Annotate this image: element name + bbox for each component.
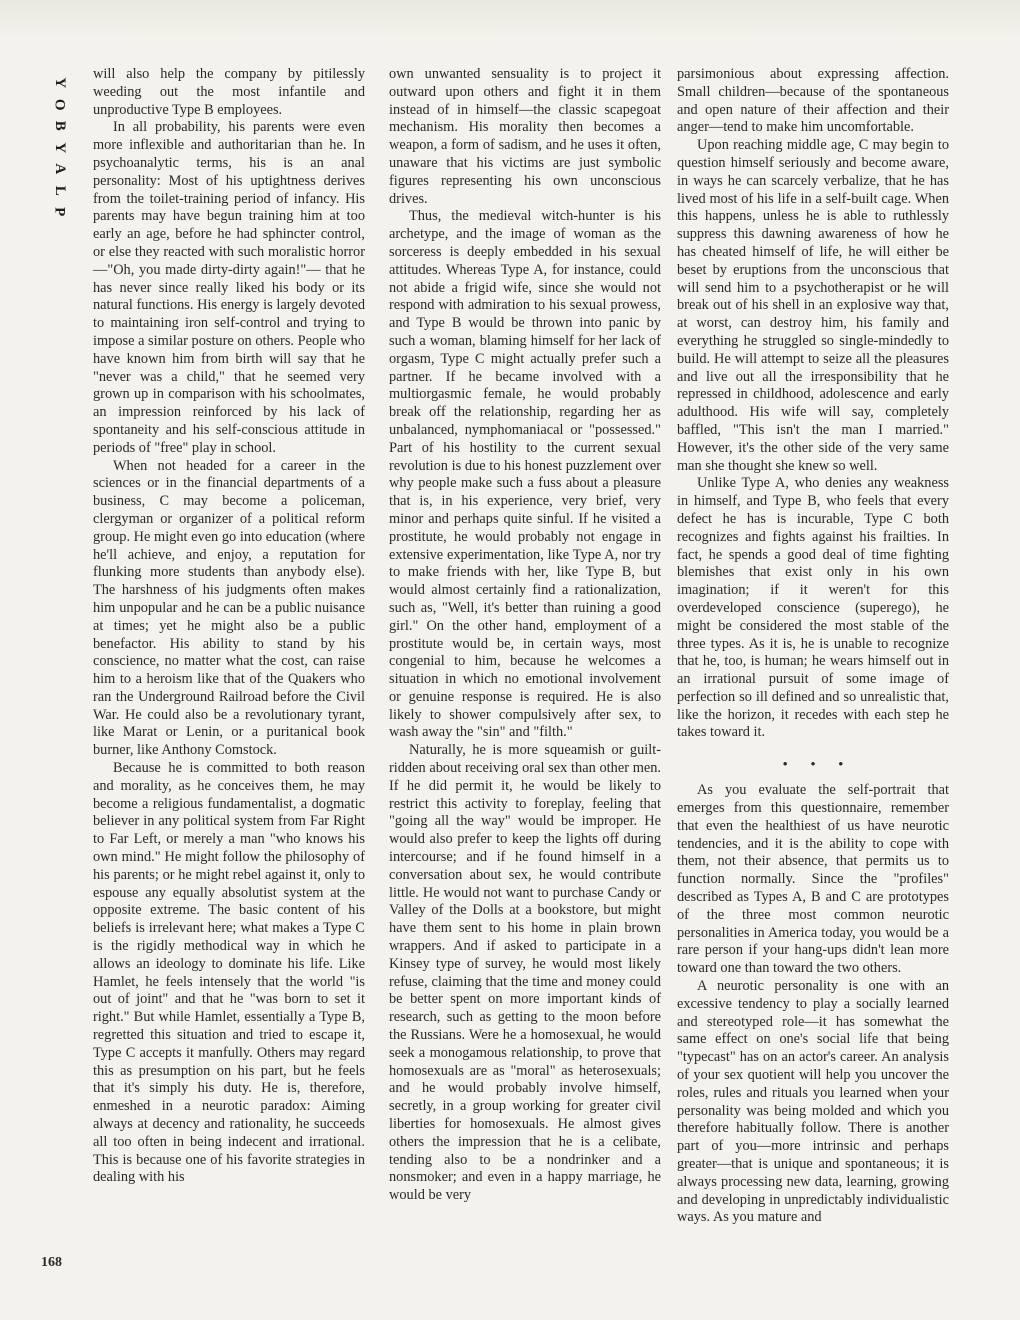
masthead-letter: Y bbox=[51, 141, 68, 153]
text-column-1 bbox=[93, 66, 365, 1187]
masthead-letter: A bbox=[51, 163, 68, 175]
page-top-edge bbox=[0, 0, 1020, 38]
paragraph: Unlike Type A, who denies any weakness in himself, and Type B, who feels that every defect he has is incurable, Type C both recognizes and fights against his frailties. In fact, he spends a good deal of time fighting blemishes that exist only in his own imagination; if it weren't for this overdeveloped conscience (superego), he might be considered the most stable of the three types. As it is, he is unable to recognize that he, too, is human; he wears himself out in an irrational pursuit of some image of perfection so ill defined and so unrealistic that, like the horizon, it recedes with each step he takes toward it. bbox=[677, 475, 949, 741]
paragraph: own unwanted sensuality is to project it outward upon others and fight it in them instead of in himself—the classic scapegoat mechanism. His morality then becomes a weapon, a form of sadism, and he uses it often, unaware that his victims are just symbolic figures representing his own unconscious drives. bbox=[389, 66, 661, 207]
masthead-letter: L bbox=[51, 185, 68, 196]
masthead-vertical bbox=[48, 72, 70, 223]
paragraph: As you evaluate the self-portrait that emerges from this questionnaire, remember that even the healthiest of us have neurotic tendencies, and it is the ability to cope with them, not their absence, that permits us to function normally. Since the "profiles" described as Types A, B and C are prototypes of the three most common neurotic personalities in America today, you would be a rare person if your hang-ups didn't lean more toward one than toward the two others. bbox=[677, 782, 949, 977]
paragraph: In all probability, his parents were even more inflexible and authoritarian than he. In psychoanalytic terms, his is an anal personality: Most of his uptightness derives from the toilet-training period of infancy. His parents may have begun training him at too early an age, before he had sphincter control, or else they reacted with such moralistic horror —"Oh, you made dirty-dirty again!"— that he has never since really liked his body or its natural functions. His energy is largely devoted to maintaining iron self-control and trying to impose a similar posture on others. People who have known him from birth will say that he "never was a child," that he seemed very grown up in comparison with his schoolmates, an impression reinforced by his lack of spontaneity and his self-conscious attitude in periods of "free" play in school. bbox=[93, 119, 365, 456]
masthead-letter: Y bbox=[51, 77, 68, 89]
page-number: 168 bbox=[41, 1255, 62, 1270]
paragraph: Because he is committed to both reason and morality, as he conceives them, he may become a religious fundamentalist, a dogmatic believer in any political system from Far Right to Far Left, or merely a man "who knows his own mind." He might follow the philosophy of his parents; or he might rebel against it, only to espouse any equally absolutist system at the opposite extreme. The basic content of his beliefs is irrelevant here; what makes a Type C is the rigidly methodical way in which he allows an ideology to dominate his life. Like Hamlet, he feels intensely that the world "is out of joint" and that he "was born to set it right." But while Hamlet, essentially a Type B, regretted this situation and tried to escape it, Type C accepts it manfully. Others may regard this as presumption on his part, but he feels that it's simply his duty. He is, therefore, enmeshed in a neurotic paradox: Aiming always at decency and rationality, he succeeds all too often in being indecent and irrational. This is because one of his favorite strategies in dealing with his bbox=[93, 760, 365, 1186]
masthead-letter: B bbox=[51, 120, 68, 131]
paragraph: parsimonious about expressing affection. Small children—because of the spontaneous and open nature of their affection and their anger—tend to make him uncomfortable. bbox=[677, 66, 949, 136]
paragraph: A neurotic personality is one with an excessive tendency to play a socially learned and stereotyped role—it has somewhat the same effect on one's social life that being "typecast" has on an actor's career. An analysis of your sex quotient will help you uncover the roles, rules and rituals you learned when your personality was being molded and which you therefore habitually follow. There is another part of you—more intrinsic and perhaps greater—that is unique and spontaneous; it is always processing new data, learning, growing and developing in unpredictably individualistic ways. As you mature and bbox=[677, 978, 949, 1226]
paragraph: Thus, the medieval witch-hunter is his archetype, and the image of woman as the sorceress is deeply embedded in his sexual attitudes. Whereas Type A, for instance, could not abide a frigid wife, since she would not respond with admiration to his sexual prowess, and Type B would be thrown into panic by such a woman, blaming himself for her lack of orgasm, Type C might actually prefer such a partner. If he became involved with a multiorgasmic female, he would probably break off the relationship, regarding her as unbalanced, nymphomaniacal or "possessed." Part of his hostility to the current sexual revolution is due to his honest puzzlement over why people make such a fuss about a pleasure that is, in his experience, very brief, very minor and perhaps quite sinful. If he visited a prostitute, he would probably not engage in extensive experimentation, like Type A, nor try to make friends with her, like Type B, but would almost certainly find a rationalization, such as, "Well, it's better than ruining a good girl." On the other hand, employment of a prostitute would be, in certain ways, most congenial to him, because he welcomes a situation in which no emotional involvement or genuine response is required. He is also likely to shower compulsively after sex, to wash away the "sin" and "filth." bbox=[389, 208, 661, 741]
paragraph: Naturally, he is more squeamish or guilt-ridden about receiving oral sex than other men. If he did permit it, he would be likely to restrict this activity to foreplay, feeling that "going all the way" would be improper. He would also prefer to keep the lights off during intercourse; and if he found himself in a conversation about sex, he would contribute little. He would not want to purchase Candy or Valley of the Dolls at a bookstore, but might have them sent to his home in plain brown wrappers. And if asked to participate in a Kinsey type of survey, he would most likely refuse, claiming that the time and money could be better spent on more important kinds of research, such as getting to the moon before the Russians. Were he a homosexual, he would seek a monogamous relationship, to prove that homosexuals are as "moral" as heterosexuals; and he would probably involve himself, secretly, in a group working for greater civil liberties for homosexuals. He almost gives others the impression that he is a celibate, tending also to be a nondrinker and a nonsmoker; and even in a happy marriage, he would be very bbox=[389, 742, 661, 1204]
text-column-3 bbox=[677, 66, 949, 1227]
masthead-letter: O bbox=[51, 98, 68, 111]
text-column-2 bbox=[389, 66, 661, 1205]
section-separator: • • • bbox=[782, 756, 854, 772]
paragraph: When not headed for a career in the sciences or in the financial departments of a business, C may become a policeman, clergyman or organizer of a political reform group. He might even go into education (where he'll achieve, and enjoy, a reputation for flunking more students than anybody else). The harshness of his judgments often makes him unpopular and he can be a public nuisance at times; yet he might also be a public benefactor. His ability to stand by his conscience, no matter what the cost, can raise him to a heroism like that of the Quakers who ran the Underground Railroad before the Civil War. He could also be a revolutionary tyrant, like Marat or Lenin, or a puritanical book burner, like Anthony Comstock. bbox=[93, 457, 365, 759]
paragraph: Upon reaching middle age, C may begin to question himself seriously and become aware, in ways he can scarcely verbalize, that he has lived most of his life in a self-built cage. When this happens, unless he is able to ruthlessly suppress this dawning awareness of how he has cheated himself of life, he will either be beset by eruptions from the unconscious that will send him to a psychotherapist or he will break out of his shell in an explosive way that, at worst, can destroy him, his family and everything he struggled so single-mindedly to build. He will attempt to seize all the pleasures and live out all the irresponsibility that he repressed in childhood, adolescence and early adulthood. His wife will say, completely baffled, "This isn't the man I married." However, it's the other side of the very same man she thought she knew so well. bbox=[677, 137, 949, 474]
masthead-letter: P bbox=[51, 207, 68, 217]
paragraph: will also help the company by pitilessly weeding out the most infantile and unproductive Type B employees. bbox=[93, 66, 365, 118]
